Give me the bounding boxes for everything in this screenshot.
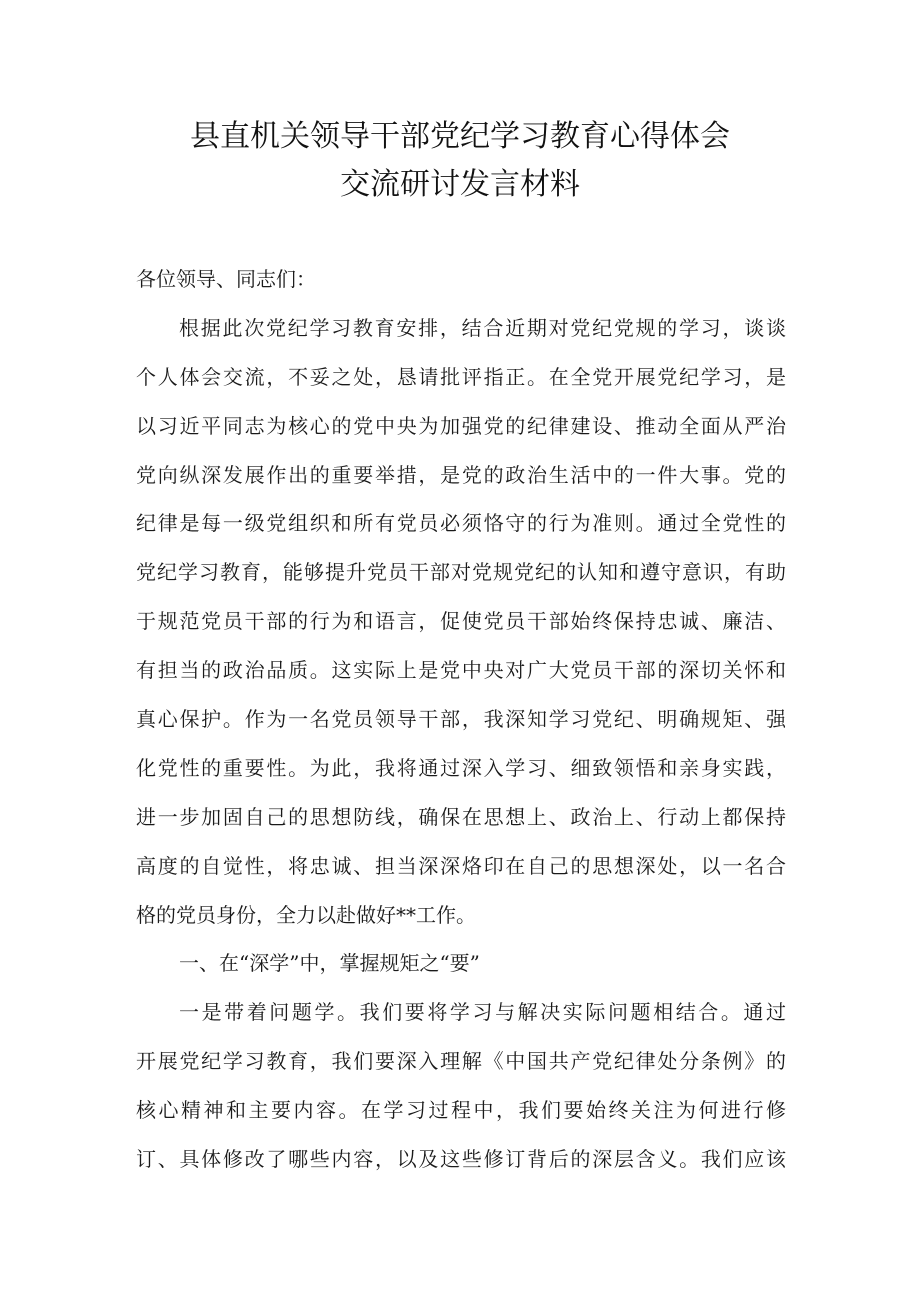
paragraph-line: 高度的自觉性，将忠诚、担当深深烙印在自己的思想深处，以一名合 [136, 853, 786, 878]
section-heading: 一、在“深学”中，掌握规矩之“要” [179, 951, 480, 976]
paragraph-line: 格的党员身份，全力以赴做好**工作。 [136, 902, 476, 927]
paragraph-line: 党向纵深发展作出的重要举措，是党的政治生活中的一件大事。党的 [136, 462, 786, 487]
paragraph-line: 化党性的重要性。为此，我将通过深入学习、细致领悟和亲身实践， [136, 755, 786, 780]
paragraph-line: 有担当的政治品质。这实际上是党中央对广大党员干部的深切关怀和 [136, 658, 786, 683]
paragraph-line: 核心精神和主要内容。在学习过程中，我们要始终关注为何进行修 [136, 1098, 786, 1123]
paragraph-line: 开展党纪学习教育，我们要深入理解《中国共产党纪律处分条例》的 [136, 1049, 786, 1074]
paragraph-line: 党纪学习教育，能够提升党员干部对党规党纪的认知和遵守意识，有助 [136, 560, 786, 585]
paragraph-line: 一是带着问题学。我们要将学习与解决实际问题相结合。通过 [179, 1000, 786, 1025]
paragraph-line: 进一步加固自己的思想防线，确保在思想上、政治上、行动上都保持 [136, 804, 786, 829]
document-title-line2: 交流研讨发言材料 [340, 167, 580, 202]
paragraph-line: 纪律是每一级党组织和所有党员必须恪守的行为准则。通过全党性的 [136, 511, 786, 536]
paragraph-line: 个人体会交流，不妥之处，恳请批评指正。在全党开展党纪学习，是 [136, 364, 786, 389]
salutation: 各位领导、同志们： [136, 267, 316, 291]
paragraph-study-with-questions [136, 988, 786, 1184]
paragraph-line: 真心保护。作为一名党员领导干部，我深知学习党纪、明确规矩、强 [136, 707, 786, 732]
paragraph-line: 订、具体修改了哪些内容，以及这些修订背后的深层含义。我们应该 [136, 1147, 786, 1172]
paragraph-line: 根据此次党纪学习教育安排，结合近期对党纪党规的学习，谈谈 [179, 315, 786, 340]
document-body [136, 255, 786, 1184]
document-title-line1: 县直机关领导干部党纪学习教育心得体会 [190, 119, 730, 154]
paragraph-line: 以习近平同志为核心的党中央为加强党的纪律建设、推动全面从严治 [136, 413, 786, 438]
paragraph-line: 于规范党员干部的行为和语言，促使党员干部始终保持忠诚、廉洁、 [136, 609, 786, 634]
paragraph-intro [136, 304, 786, 940]
